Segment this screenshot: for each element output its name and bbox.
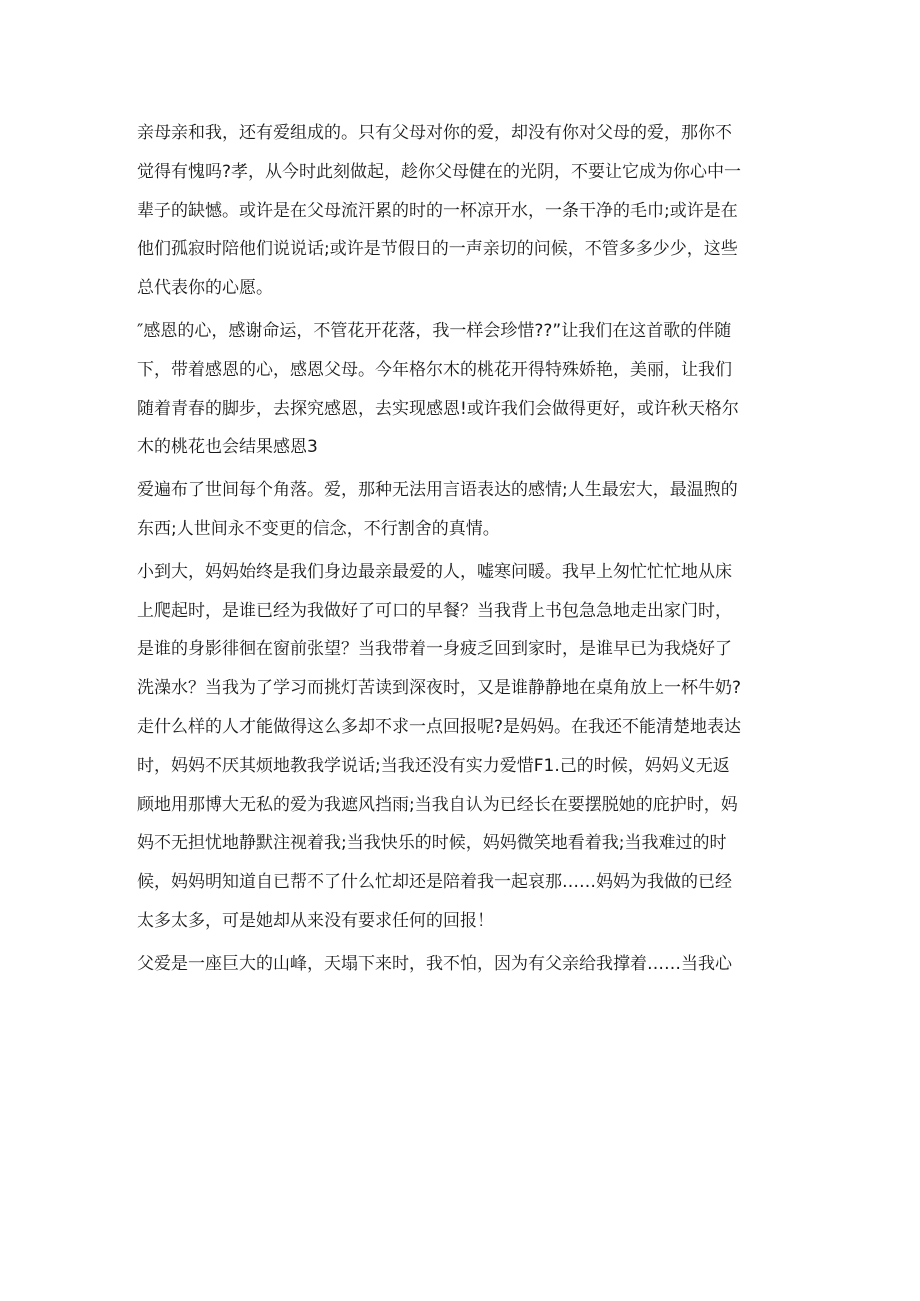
text-line: 父爱是一座巨大的山峰，天塌下来时，我不怕，因为有父亲给我撑着……当我心 <box>137 953 732 974</box>
text-line: 小到大，妈妈始终是我们身边最亲最爱的人，嘘寒问暖。我早上匆忙忙忙地从床 <box>137 561 732 582</box>
text-line: 东西;人世间永不变更的信念，不行割舍的真情。 <box>137 518 500 539</box>
text-line: 时，妈妈不厌其烦地教我学说话;当我还没有实力爱惜F1.己的时候，妈妈义无返 <box>137 755 730 776</box>
paragraph <box>137 945 792 984</box>
paragraph <box>137 553 792 941</box>
body-text <box>137 114 792 984</box>
text-line: ″感恩的心，感谢命运，不管花开花落，我一样会珍惜??”让我们在这首歌的伴随 <box>137 320 732 341</box>
text-line: 妈不无担忧地静默注视着我;当我快乐的时候，妈妈微笑地看着我;当我难过的时 <box>137 833 727 854</box>
paragraph <box>137 114 792 308</box>
text-line: 木的桃花也会结果感恩3 <box>137 437 318 458</box>
text-line: 随着青春的脚步，去探究感恩，去实现感恩!或许我们会做得更好，或许秋天格尔 <box>137 398 739 419</box>
text-line: 辈子的缺憾。或许是在父母流汗累的时的一杯凉开水，一条干净的毛巾;或许是在 <box>137 200 738 221</box>
text-line: 他们孤寂时陪他们说说话;或许是节假日的一声亲切的问候，不管多多少少，这些 <box>137 239 738 260</box>
text-line: 下，带着感恩的心，感恩父母。今年格尔木的桃花开得特殊娇艳，美丽，让我们 <box>137 359 732 380</box>
text-line: 总代表你的心愿。 <box>137 278 273 299</box>
text-line: 候，妈妈明知道自已帮不了什么忙却还是陪着我一起哀那……妈妈为我做的已经 <box>137 872 732 893</box>
text-line: 洗澡水？当我为了学习而挑灯苦读到深夜时，又是谁静静地在桌角放上一杯牛奶? <box>137 678 742 699</box>
text-line: 走什么样的人才能做得这么多却不求一点回报呢?是妈妈。在我还不能清楚地表达 <box>137 716 742 737</box>
text-line: 是谁的身影徘徊在窗前张望？当我带着一身疲乏回到家时，是谁早已为我烧好了 <box>137 639 732 660</box>
text-line: 亲母亲和我，还有爱组成的。只有父母对你的爱，却没有你对父母的爱，那你不 <box>137 123 732 143</box>
text-line: 顾地用那博大无私的爱为我遮风挡雨;当我自认为已经长在要摆脱她的庇护时，妈 <box>137 794 738 815</box>
text-line: 太多太多，可是她却从来没有要求任何的回报！ <box>137 910 494 931</box>
text-line: 爱遍布了世间每个角落。爱，那种无法用言语表达的感情;人生最宏大，最温煦的 <box>137 480 738 501</box>
text-line: 上爬起时，是谁已经为我做好了可口的早餐？当我背上书包急急地走出家门时， <box>137 600 732 621</box>
text-line: 觉得有愧吗?孝，从今时此刻做起，趁你父母健在的光阴，不要让它成为你心中一 <box>137 161 742 182</box>
paragraph <box>137 312 792 467</box>
paragraph <box>137 471 792 549</box>
